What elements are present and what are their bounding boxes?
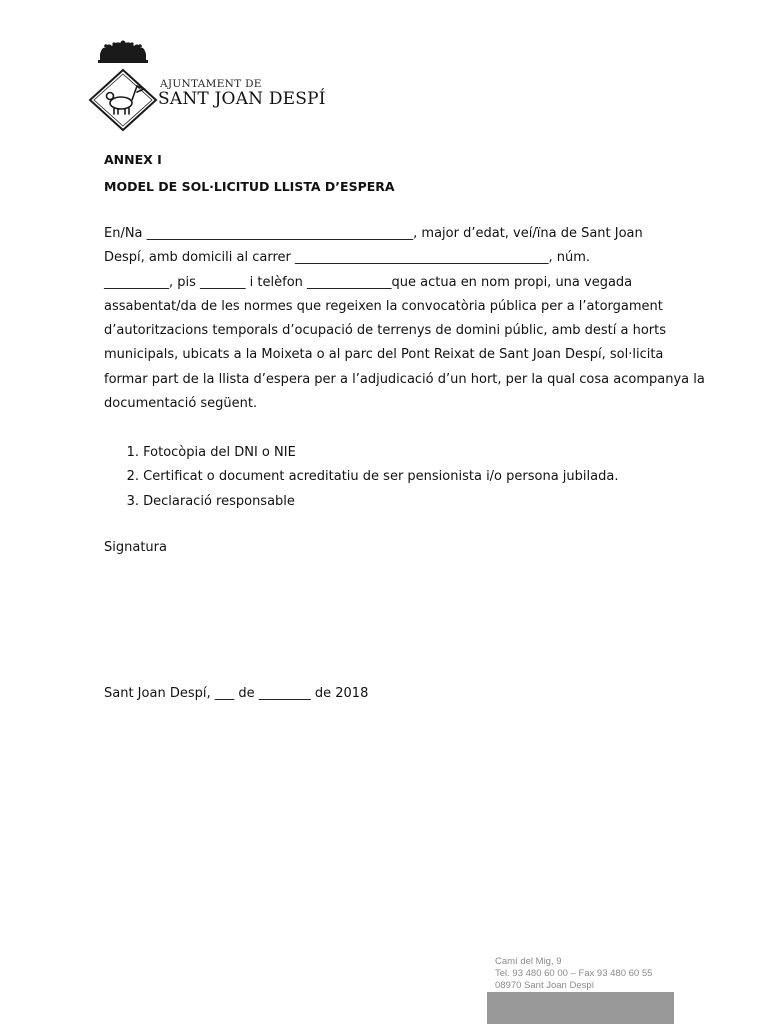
coat-of-arms-icon: [88, 40, 158, 140]
list-item: [104, 490, 618, 514]
paragraph-line: documentació següent.: [104, 396, 258, 412]
footer-phone-fax: Tel. 93 480 60 00 – Fax 93 480 60 55: [495, 968, 653, 979]
list-item-number: 2.: [126, 469, 139, 485]
paragraph-line: En/Na _________________________________________, major d’edat, veí/ïna de Sant Joan: [104, 226, 643, 241]
paragraph-line: __________, pis _______ i telèfon _____________que actua en nom propi, una vegada: [104, 274, 633, 290]
list-item-text: Certificat o document acreditatiu de ser pensionista i/o persona jubilada.: [143, 469, 619, 485]
list-item-number: 1.: [126, 445, 139, 460]
paragraph-line: Despí, amb domicili al carrer _______________________________________, núm.: [104, 250, 591, 266]
footer-bar: [487, 992, 674, 1024]
logo-line-municipality: SANT JOAN DESPÍ: [158, 89, 326, 109]
signature-label: Signatura: [104, 540, 167, 555]
list-item: [104, 465, 618, 489]
request-paragraph: [104, 222, 705, 416]
paragraph-line: d’autoritzacions temporals d’ocupació de terrenys de domini públic, amb destí a horts: [104, 323, 667, 339]
annex-title: ANNEX I: [104, 152, 162, 167]
form-title: MODEL DE SOL·LICITUD LLISTA D’ESPERA: [104, 179, 395, 194]
place-date-line: Sant Joan Despí, ___ de ________ de 2018: [104, 686, 369, 701]
footer-street: Camí del Mig, 9: [495, 956, 562, 967]
list-item-text: Fotocòpia del DNI o NIE: [143, 445, 296, 460]
paragraph-line: assabentat/da de les normes que regeixen la convocatòria pública per a l’atorgament: [104, 298, 663, 314]
attachments-list: [104, 441, 618, 514]
list-item-number: 3.: [126, 493, 139, 509]
footer-postal-city: 08970 Sant Joan Despí: [495, 980, 595, 991]
paragraph-line: formar part de la llista d’espera per a l’adjudicació d’un hort, per la qual cosa acompanya la: [104, 371, 705, 387]
municipal-logo: [88, 40, 328, 140]
footer-address: [495, 956, 652, 992]
logo-line-ajuntament: AJUNTAMENT DE: [160, 78, 262, 90]
list-item: [104, 441, 618, 465]
list-item-text: Declaració responsable: [143, 493, 295, 509]
paragraph-line: municipals, ubicats a la Moixeta o al parc del Pont Reixat de Sant Joan Despí, sol·licita: [104, 347, 664, 363]
